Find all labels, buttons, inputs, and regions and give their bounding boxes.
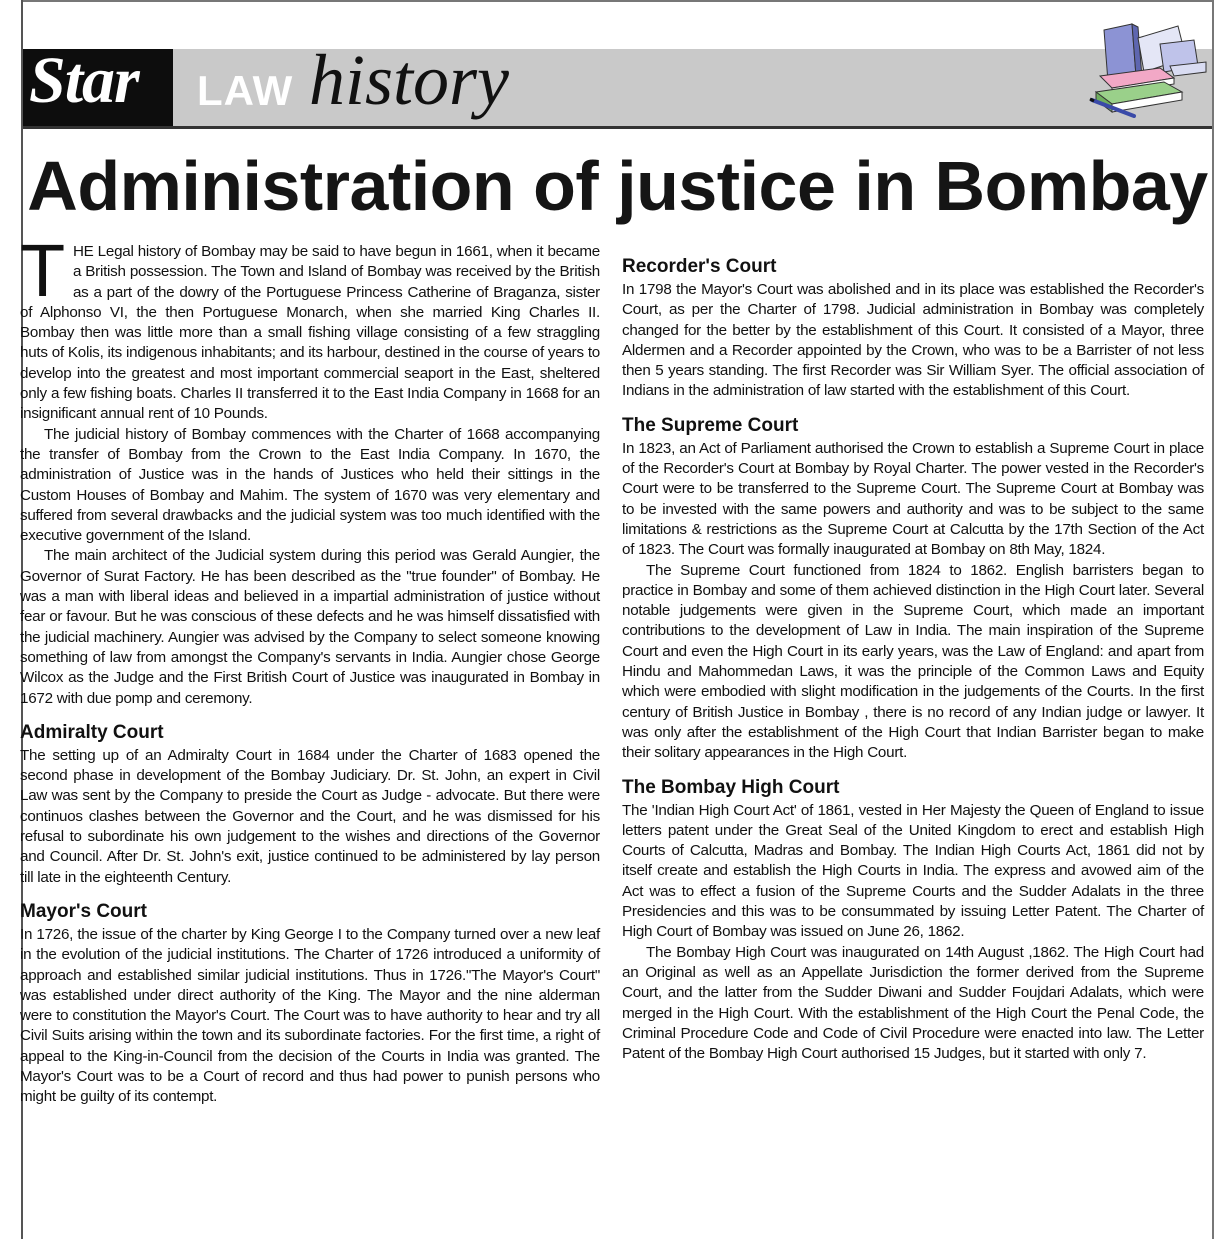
masthead-underline [23,126,1212,129]
left-column [20,229,600,1108]
bombay-high-court-heading: The Bombay High Court [622,776,840,798]
intro-paragraph-2: The judicial history of Bombay commences with the Charter of 1668 accompanying the transfer of Bombay from the Crown to the East India Company. In 1670, the administration of Justice was in the hands of Justices who held their sittings in the Custom Houses of Bombay and Mahim. The system of 1670 was very elementary and suffered from several drawbacks and the judicial system was too much identified with the executive government of the Island. [20,425,600,545]
top-border-rule [21,0,1214,2]
intro-paragraph-3: The main architect of the Judicial system during this period was Gerald Aungier, the Governor of Surat Factory. He has been described as the "true founder" of Bombay. He was a man with liberal ideas and believed in a impartial administration of justice without fear or favour. But he was conscious of these defects and he was himself dissatisfied with the judicial machinery. Aungier was advised by the Company to select someone knowing something of law from amongst the Company's servants in India. Aungier chose George Wilcox as the Judge and the First British Court of Justice was inaugurated in Bombay in 1672 with due pomp and ceremony. [20,547,600,707]
right-column [622,242,1204,1064]
admiralty-court-paragraph: The setting up of an Admiralty Court in 1684 under the Charter of 1683 opened the second phase in development of the Bombay Judiciary. Dr. St. John, an expert in Civil Law was sent by the Company to preside the Court as Judge - advocate. But there were continuos clashes between the Governor and the Court, and he was dismissed for his refusal to subordinate his own judgement to the wishes and directions of the Governor and Council. After Dr. St. John's exit, justice continued to be administered by lay person till late in the eighteenth Century. [20,746,600,886]
star-logo: Star [29,44,139,117]
bombay-high-court-paragraph-2: The Bombay High Court was inaugurated on 14th August ,1862. The High Court had an Original as well as an Appellate Jurisdiction the former derived from the Supreme Court, and the latter from the Sudder Diwani and Sudder Foujdari Adalats, which were merged in the High Court. With the establishment of the High Court the Penal Code, the Criminal Procedure Code and Code of Civil Procedure were enacted into law. The Letter Patent of the Bombay High Court authorised 15 Judges, but it started with only 7. [622,943,1204,1063]
admiralty-court-heading: Admiralty Court [20,721,164,743]
mayors-court-paragraph: In 1726, the issue of the charter by King George I to the Company turned over a new leaf in the evolution of the judicial institutions. The Charter of 1726 introduced a uniformity of approach and established similar judicial institutions. Thus in 1726."The Mayor's Court" was established under direct authority of the King. The Mayor and the nine alderman were to constitution the Mayor's Court. The Court was to have authority to hear and try all Civil Suits arising within the town and its subordinate factories. For the first time, a right of appeal to the King-in-Council from the decision of the Courts in India was granted. The Mayor's Court was to be a Court of record and thus had power to punish persons who might be guilty of its contempt. [20,925,600,1106]
recorders-court-heading: Recorder's Court [622,256,777,277]
mayors-court-heading: Mayor's Court [20,900,147,922]
supreme-court-paragraph-1: In 1823, an Act of Parliament authorised the Crown to establish a Supreme Court in place of the Recorder's Court at Bombay by Royal Charter. The power vested in the Recorder's Court were to be transferred to the Supreme Court. The Supreme Court at Bombay was to be invested with the same powers and authority and was to be subject to the same limitations & restrictions as the Supreme Court at Calcutta by the 17th Section of the Act of 1823. The Court was formally inaugurated at Bombay on 8th May, 1824. [622,439,1204,559]
right-border-rule [1212,0,1214,1239]
bombay-high-court-paragraph-1: The 'Indian High Court Act' of 1861, vested in Her Majesty the Queen of England to issue letters patent under the Great Seal of the United Kingdom to erect and establish High Courts of Calcutta, Madras and Bombay. The Indian High Courts Act, 1861 did not by itself create and establish the High Courts in India. The express and avowed aim of the Act was to effect a fusion of the Supreme Courts and the Sudder Adalats in the three Presidencies and this was to be consummated by issuing Letter Patent. The Charter of High Court of Bombay was issued on June 26, 1862. [622,801,1204,941]
books-stack-icon [1082,18,1210,118]
intro-paragraph-1-text: HE Legal history of Bombay may be said to have begun in 1661, when it became a British possession. The Town and Island of Bombay was received by the British as a part of the dowry of the Portuguese Princess Catherine of Braganza, sister of Alphonso VI, the then Portuguese Monarch, when she married King Charles II. Bombay then was little more than a small fishing village consisting of a few straggling huts of Kolis, its indigenous inhabitants; and its harbour, destined in the course of years to develop into the greatest and most important commercial seaport in the East, sheltered only a few fishing boats. Charles II transferred it to the East India Company in 1668 for an insignificant annual rent of 10 Pounds. [20,243,600,423]
supreme-court-paragraph-2: The Supreme Court functioned from 1824 to 1862. English barristers began to practice in Bombay and some of them achieved distinction in the High Court later. Several notable judgements were given in the Supreme Court, which made an important contributions to the development of Law in India. The main inspiration of the Supreme Court and even the High Court in its early years, was the Law of England: and apart from Hindu and Mahommedan Laws, it was the principle of the Common Laws and Equity which were embodied with slight modification in the judgements of the Courts. In the first century of British Justice in Bombay , there is no record of any Indian judge or lawyer. It was only after the establishment of the High Court that Indian Barrister began to make their solitary appearances in the High Court. [622,561,1204,762]
section-suffix: history [309,40,510,120]
article-headline: Administration of justice in Bombay [27,147,1208,225]
intro-paragraph-1 [20,229,600,425]
drop-cap: T [20,229,65,312]
section-prefix: LAW [197,67,294,114]
supreme-court-heading: The Supreme Court [622,414,799,436]
recorders-court-paragraph: In 1798 the Mayor's Court was abolished and in its place was established the Recorder's Court, as per the Charter of 1798. Judicial administration in Bombay was completely changed for the better by the establishment of this Court. It consisted of a Mayor, three Aldermen and a Recorder appointed by the Crown, who was to be a Barrister of not less then 5 years standing. The first Recorder was Sir William Syer. The official association of Indians in the administration of law started with the establishment of this Court. [622,281,1204,400]
